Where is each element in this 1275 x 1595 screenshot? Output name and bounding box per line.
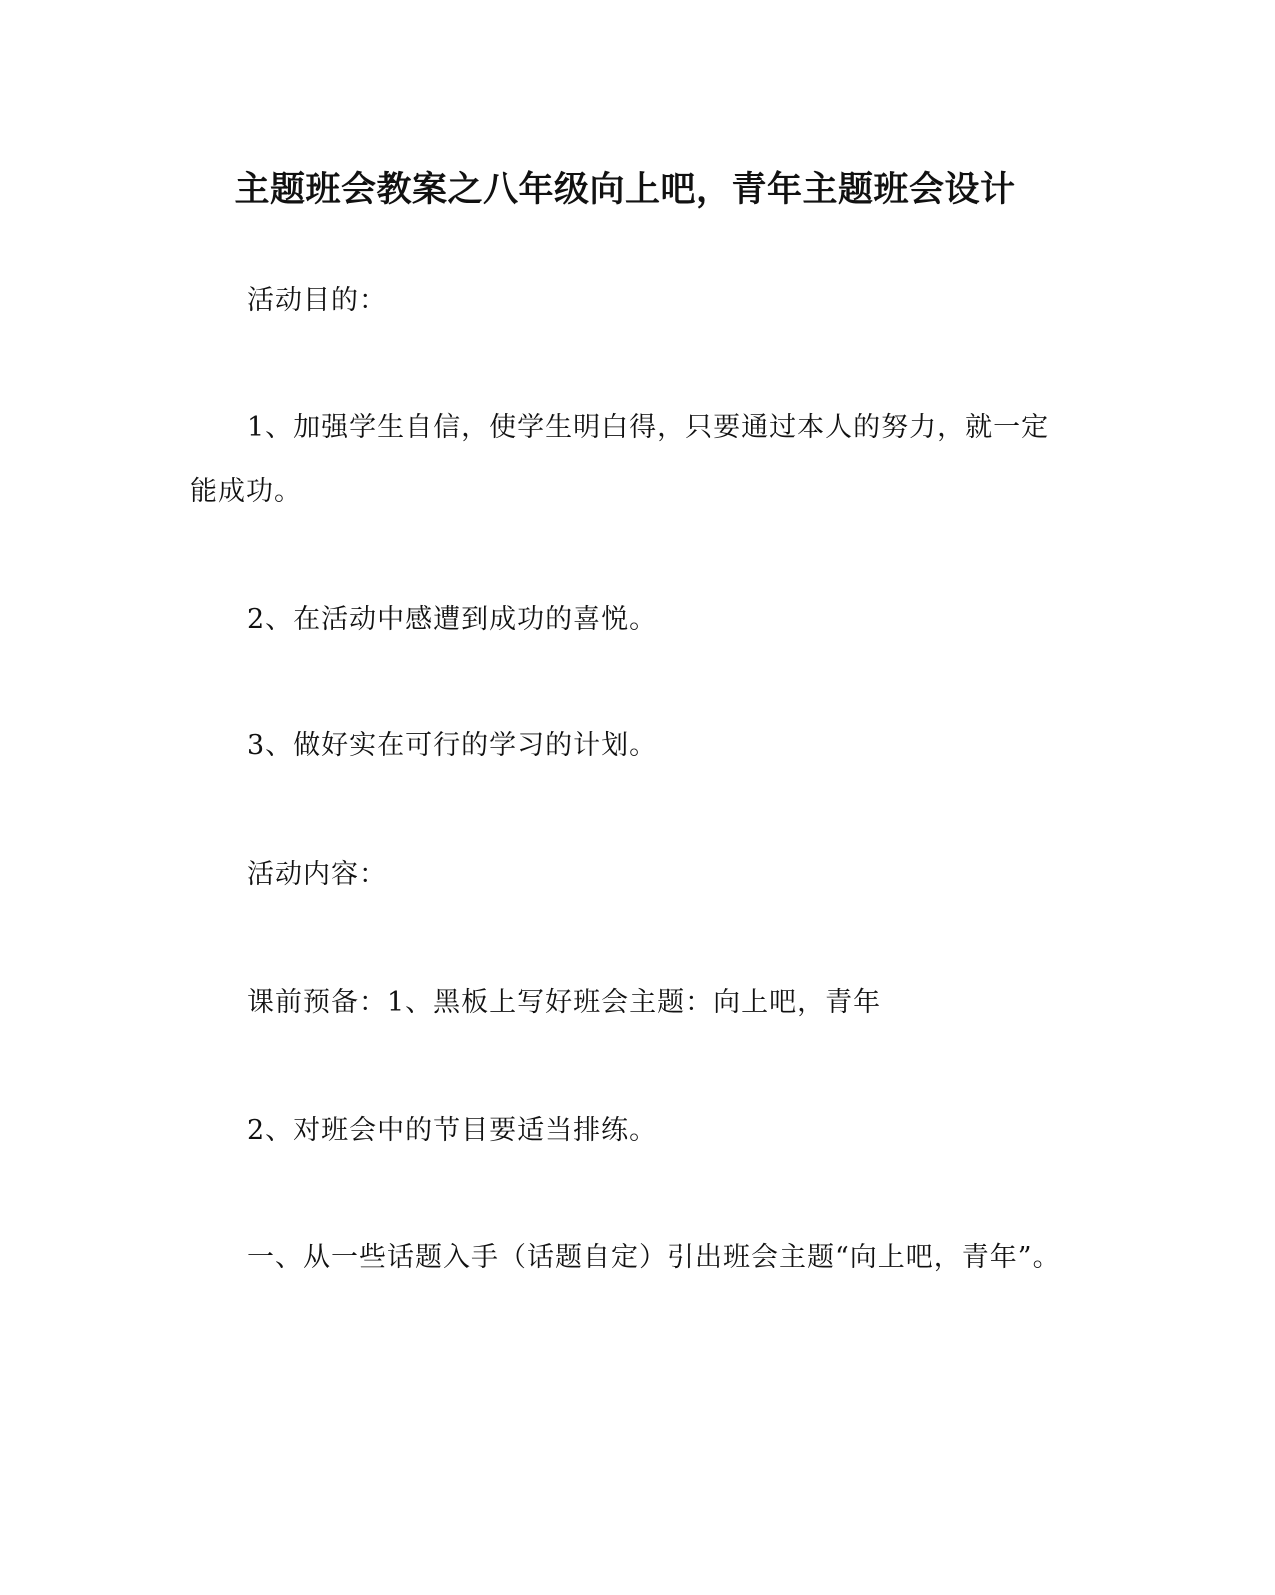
paragraph-step-1: 一、从一些话题入手（话题自定）引出班会主题“向上吧，青年”。: [247, 1242, 1061, 1273]
paragraph-preparation-2: 2、对班会中的节目要适当排练。: [247, 1115, 658, 1146]
paragraph-goal-1: 1、加强学生自信，使学生明白得，只要通过本人的努力，就一定能成功。: [190, 412, 1050, 507]
paragraph-goal-3: 3、做好实在可行的学习的计划。: [247, 730, 658, 761]
paragraph-activity-content-heading: 活动内容：: [247, 859, 387, 890]
paragraph-preparation-1: 课前预备：1、黑板上写好班会主题：向上吧，青年: [247, 987, 882, 1018]
paragraph-activity-goal-heading: 活动目的：: [247, 285, 387, 316]
document-title: 主题班会教案之八年级向上吧，青年主题班会设计: [234, 169, 1016, 210]
paragraph-goal-2: 2、在活动中感遭到成功的喜悦。: [247, 604, 658, 635]
